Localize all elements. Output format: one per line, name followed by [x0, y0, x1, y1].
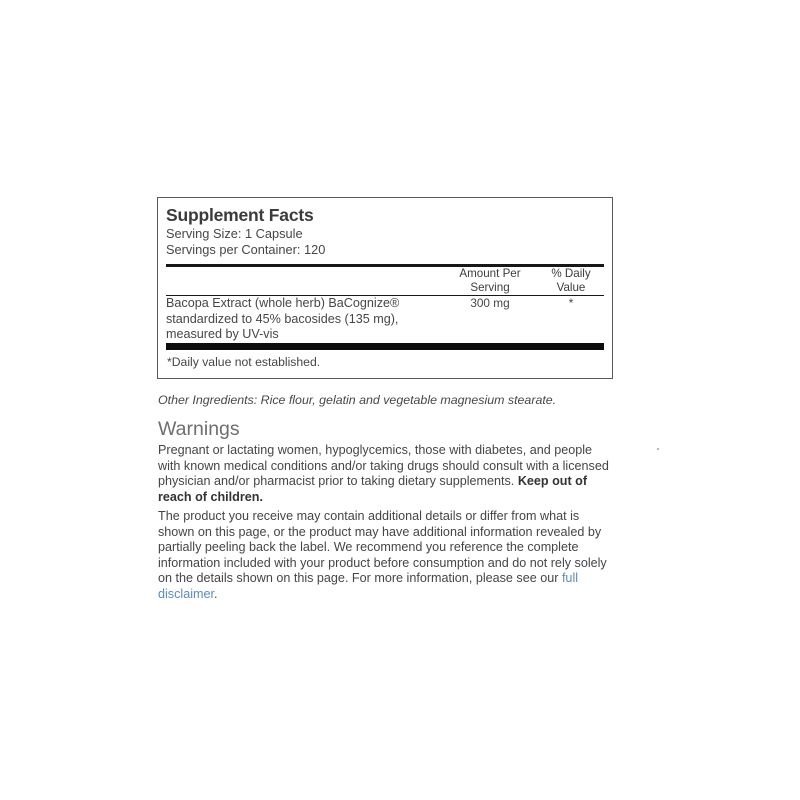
rule-bar-bottom — [166, 343, 604, 350]
header-cell-daily-value — [536, 267, 606, 295]
supplement-facts-title: Supplement Facts — [166, 205, 314, 225]
table-header-row — [166, 267, 606, 295]
warnings-heading: Warnings — [158, 418, 240, 440]
header-cell-name — [166, 267, 444, 295]
header-amount-line1: Amount Per — [459, 267, 521, 280]
supplement-facts-body-table — [166, 296, 606, 343]
supplement-facts-table — [166, 267, 606, 295]
warnings-paragraph-1-text: Pregnant or lactating women, hypoglycemics, those with diabetes, and people with known medical conditions and/or taking drugs should consult with a licensed physician and/or pharmacist prior to taking dietary supplements. — [158, 443, 609, 489]
supplement-facts-inner — [158, 198, 612, 378]
warnings-paragraph-1 — [158, 443, 610, 505]
full-disclaimer-link[interactable]: full disclaimer — [158, 571, 579, 601]
header-dv-line2: Value — [556, 281, 586, 294]
ingredient-daily-value: * — [568, 296, 574, 310]
ingredient-amount: 300 mg — [470, 296, 510, 310]
header-cell-amount — [444, 267, 536, 295]
keep-out-of-reach-emphasis: Keep out of reach of children. — [158, 474, 588, 504]
other-ingredients-text: Other Ingredients: Rice flour, gelatin and vegetable magnesium stearate. — [158, 393, 557, 407]
table-row — [166, 296, 606, 343]
serving-size-text: Serving Size: 1 Capsule — [166, 226, 303, 241]
header-dv-line1: % Daily — [551, 267, 591, 280]
page-artifact-speck — [657, 448, 659, 450]
servings-per-container-text: Servings per Container: 120 — [166, 241, 326, 257]
supplement-facts-panel — [157, 197, 613, 379]
header-amount-line2: Serving — [470, 281, 510, 294]
disclaimer-paragraph-tail: . — [214, 586, 218, 601]
daily-value-footnote: *Daily value not established. — [167, 354, 321, 369]
warnings-paragraph-2 — [158, 509, 616, 603]
ingredient-name: Bacopa Extract (whole herb) BaCognize® standardized to 45% bacosides (135 mg), measured by UV-vis — [166, 296, 400, 341]
disclaimer-paragraph-text: The product you receive may contain additional details or differ from what is shown on this page, or the product may have additional information revealed by partially peeling back the label. We recommend you reference the complete information included with your product before consumption and do not rely solely on the details shown on this page. For more information, please see our — [158, 509, 607, 586]
